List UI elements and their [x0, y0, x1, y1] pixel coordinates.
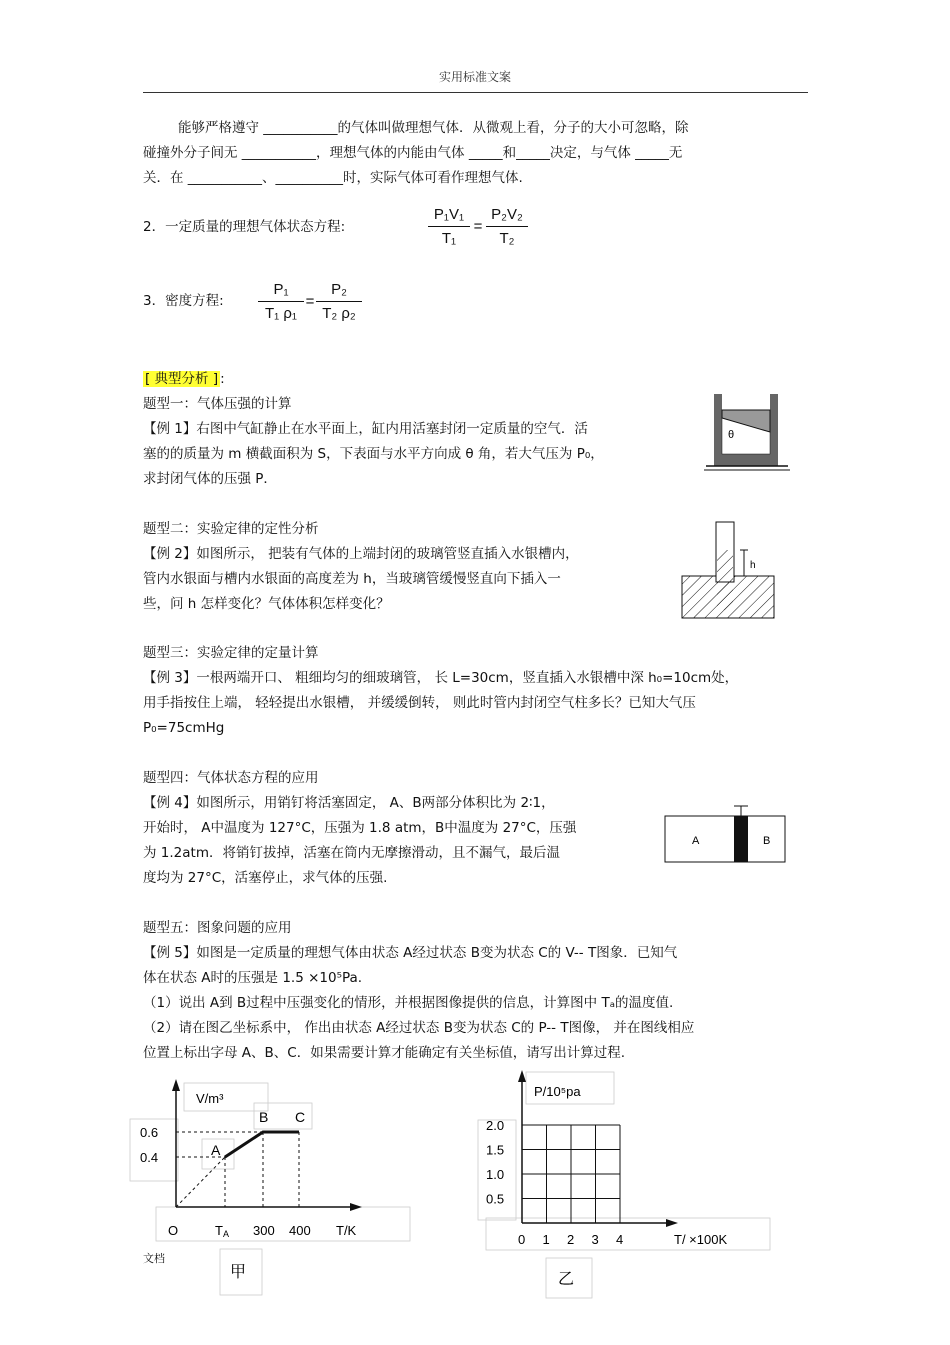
q2-title: 题型二：实验定律的定性分析 — [143, 521, 319, 537]
mercury-tube-figure — [680, 518, 790, 623]
jia-xlabel: T/K — [336, 1223, 357, 1238]
yi-xtick-0: 0 — [518, 1232, 526, 1247]
q1-line-3: 求封闭气体的压强 P． — [143, 471, 277, 487]
intro-line-3: 关．在 ___________、__________时，实际气体可看作理想气体. — [143, 170, 523, 186]
eq3-den-right: T₂ ρ₂ — [322, 305, 356, 322]
yi-ylabel: P/10⁵pa — [534, 1084, 581, 1099]
typical-colon: : — [220, 371, 225, 387]
q1-line-2: 塞的的质量为 m 横截面积为 S，下表面与水平方向成 θ 角，若大气压为 P₀， — [143, 446, 604, 462]
jia-ytick-0.6: 0.6 — [140, 1125, 159, 1140]
yi-ytick-0.5: 0.5 — [486, 1191, 505, 1207]
eq3-label: 3．密度方程: — [143, 293, 224, 309]
q4-line-4: 度均为 27°C，活塞停止，求气体的压强. — [143, 870, 388, 886]
eq2-right-fraction — [486, 206, 528, 247]
h-label: h — [750, 560, 756, 571]
chart-yi — [474, 1068, 774, 1300]
jia-point-label-A: A — [211, 1142, 221, 1158]
jia-point-label-B: B — [259, 1109, 269, 1125]
yi-xlabel: T/ ×100K — [674, 1232, 728, 1247]
typical-analysis-heading — [143, 369, 225, 389]
q2-line-3: 些，问 h 怎样变化？气体体积怎样变化？ — [143, 596, 390, 612]
eq3-num-right: P₂ — [331, 281, 347, 298]
cylinder-piston-figure — [702, 390, 792, 475]
jia-xtick-400: 400 — [289, 1223, 311, 1238]
yi-ytick-2.0: 2.0 — [486, 1118, 505, 1133]
q5-line-2: 体在状态 A时的压强是 1.5 ×10⁵Pa. — [143, 970, 363, 986]
yi-name: 乙 — [558, 1271, 575, 1288]
jia-series-line — [225, 1132, 299, 1157]
q3-line-2: 用手指按住上端， 轻轻提出水银槽， 并缓缓倒转， 则此时管内封闭空气柱多长？已知大气压 — [143, 695, 696, 711]
eq2-den-right: T₂ — [499, 230, 515, 247]
eq3-left-fraction — [258, 281, 304, 322]
q3-line-1: 【例 3】一根两端开口、 粗细均匀的细玻璃管， 长 L=30cm，竖直插入水银槽中深 h₀=10cm处， — [143, 670, 739, 686]
q4-line-3: 为 1.2atm．将销钉拔掉，活塞在筒内无摩擦滑动，且不漏气，最后温 — [143, 845, 560, 861]
eq3-equals: = — [305, 293, 315, 310]
q5-line-4: （2）请在图乙坐标系中， 作出由状态 A经过状态 B变为状态 C的 P-- T图像， 并在图线相应 — [143, 1020, 695, 1036]
eq2-num-right: P₂V₂ — [491, 206, 523, 223]
eq2-equals: = — [473, 218, 483, 235]
page-header: 实用标准文案 — [438, 70, 511, 84]
q2-line-2: 管内水银面与槽内水银面的高度差为 h，当玻璃管缓慢竖直向下插入一 — [143, 571, 561, 587]
typical-highlight: [ 典型分析 ] — [145, 371, 219, 387]
jia-ytick-0.4: 0.4 — [140, 1150, 159, 1165]
yi-xtick-3: 3 — [591, 1232, 599, 1247]
yi-xtick-2: 2 — [567, 1232, 575, 1247]
q4-line-2: 开始时， A中温度为 127°C，压强为 1.8 atm，B中温度为 27°C，压强 — [143, 820, 577, 836]
page-footer: 文档 — [143, 1252, 165, 1265]
chamber-b-label: B — [763, 835, 771, 847]
yi-ytick-1.5: 1.5 — [486, 1142, 505, 1158]
yi-xtick-4: 4 — [616, 1232, 624, 1247]
eq3-num-left: P₁ — [273, 281, 289, 298]
jia-xtick-TA: TA — [215, 1223, 229, 1239]
eq3-right-fraction — [316, 281, 362, 322]
jia-extension-line — [176, 1157, 225, 1207]
jia-origin: O — [168, 1223, 179, 1238]
header-rule — [143, 92, 808, 93]
q1-title: 题型一：气体压强的计算 — [143, 396, 292, 412]
q4-title: 题型四：气体状态方程的应用 — [143, 770, 319, 786]
q5-title: 题型五：图象问题的应用 — [143, 920, 292, 936]
theta-label: θ — [728, 429, 735, 441]
q1-line-1: 【例 1】右图中气缸静止在水平面上，缸内用活塞封闭一定质量的空气．活 — [143, 421, 588, 437]
jia-xtick-300: 300 — [253, 1223, 275, 1238]
yi-ytick-1.0: 1.0 — [486, 1167, 505, 1182]
q5-line-3: （1）说出 A到 B过程中压强变化的情形，并根据图像提供的信息，计算图中 Tₐ的温度值. — [143, 995, 674, 1011]
q5-line-5: 位置上标出字母 A、B、C．如果需要计算才能确定有关坐标值，请写出计算过程. — [143, 1045, 626, 1061]
q3-line-3: P₀=75cmHg — [143, 720, 225, 736]
eq3-den-left: T₁ ρ₁ — [265, 305, 297, 322]
eq2-label: 2．一定质量的理想气体状态方程: — [143, 219, 346, 235]
jia-ylabel: V/m³ — [196, 1091, 224, 1106]
chamber-a-label: A — [692, 835, 700, 847]
yi-xtick-1: 1 — [542, 1232, 550, 1247]
cylinder-ab-figure — [664, 796, 788, 868]
jia-point-label-C: C — [295, 1109, 306, 1125]
jia-name: 甲 — [230, 1264, 247, 1281]
q2-line-1: 【例 2】如图所示， 把装有气体的上端封闭的玻璃管竖直插入水银槽内， — [143, 546, 579, 562]
intro-line-1: 能够严格遵守 ___________的气体叫做理想气体．从微观上看，分子的大小可忽略，除 — [178, 120, 689, 136]
eq2-left-fraction — [428, 206, 470, 247]
q3-title: 题型三：实验定律的定量计算 — [143, 645, 319, 661]
eq2-den-left: T₁ — [441, 230, 457, 247]
q5-line-1: 【例 5】如图是一定质量的理想气体由状态 A经过状态 B变为状态 C的 V-- T图象．已知气 — [143, 945, 678, 961]
intro-line-2: 碰撞外分子间无 ___________，理想气体的内能由气体 _____和_____决定，与气体 _____无 — [143, 145, 683, 161]
eq2-num-left: P₁V₁ — [433, 206, 465, 223]
chart-jia — [128, 1075, 418, 1300]
q4-line-1: 【例 4】如图所示，用销钉将活塞固定， A、B两部分体积比为 2∶1， — [143, 795, 555, 811]
